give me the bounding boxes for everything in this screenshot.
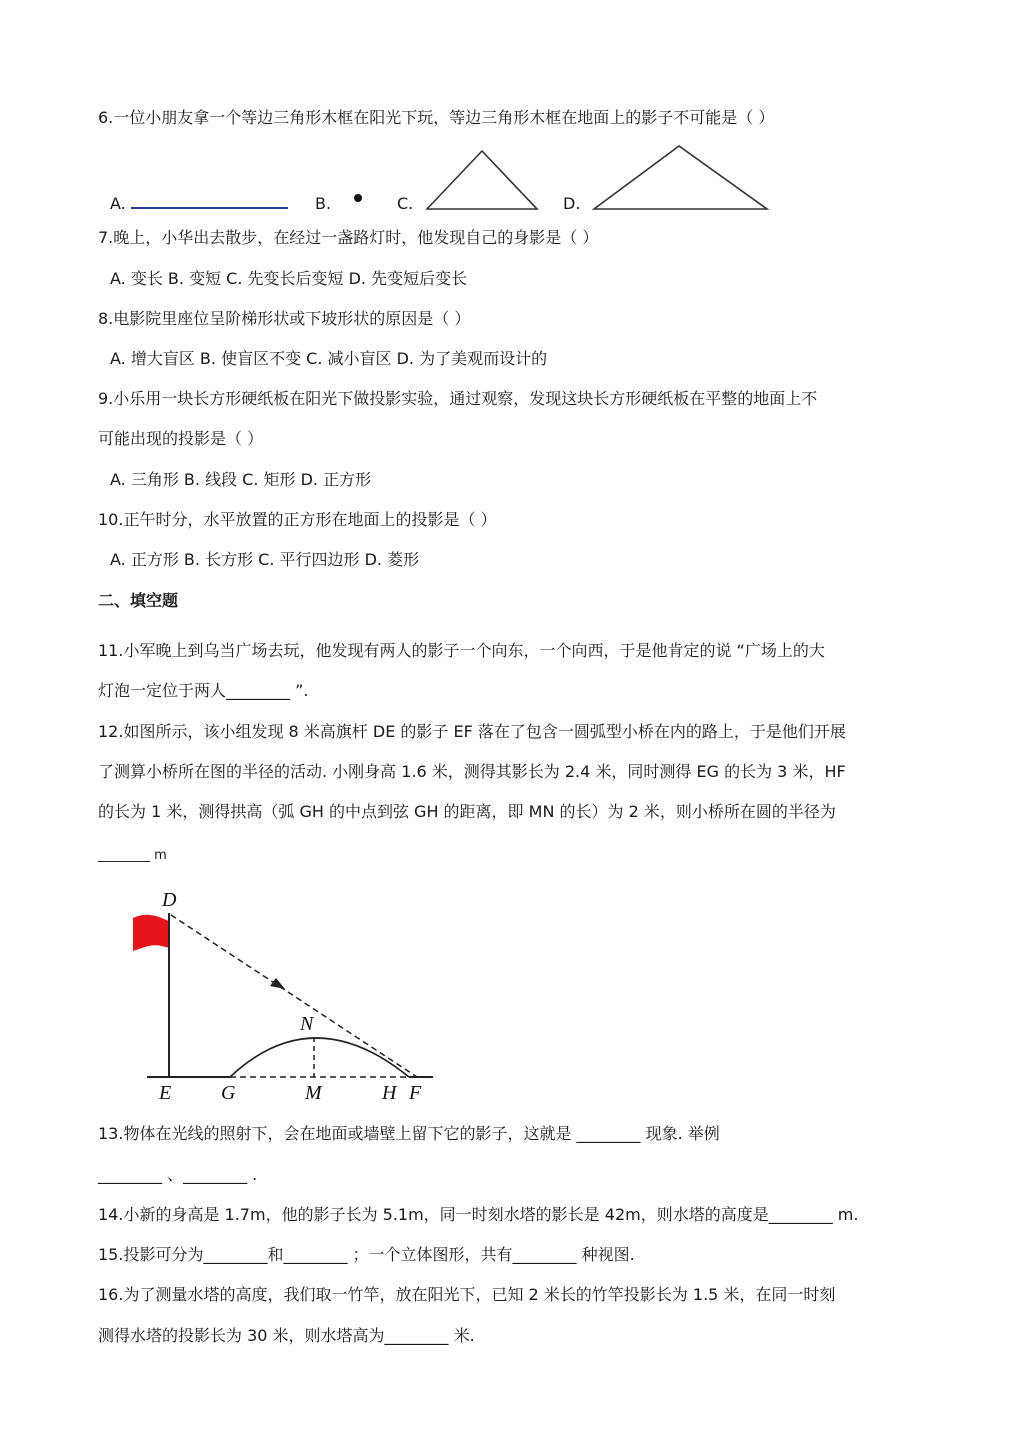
q9-stem-line1: 9.小乐用一块长方形硬纸板在阳光下做投影实验，通过观察，发现这块长方形硬纸板在平整的地面上不 [98, 389, 818, 408]
q6-option-b-dot-figure [350, 190, 366, 206]
q6-stem: 6.一位小朋友拿一个等边三角形木框在阳光下玩，等边三角形木框在地面上的影子不可能是（ ） [98, 108, 775, 127]
red-flag-shape [133, 915, 169, 951]
q13-line2: ________ 、________ . [98, 1165, 258, 1184]
q12-flagpole-bridge-figure [125, 885, 445, 1110]
q11-line1: 11.小军晚上到乌当广场去玩，他发现有两人的影子一个向东，一个向西，于是他肯定的说 “广场上的大 [98, 641, 825, 660]
q6-option-d-label: D. [563, 194, 581, 213]
q10-options: A. 正方形 B. 长方形 C. 平行四边形 D. 菱形 [110, 550, 420, 569]
q12-line3: 的长为 1 米，测得拱高（弧 GH 的中点到弦 GH 的距离，即 MN 的长）为 2 米，则小桥所在圆的半径为 [98, 802, 836, 821]
sun-ray-df-dashed [171, 915, 417, 1077]
label-g: G [221, 1082, 236, 1104]
q6-option-a-label: A. [110, 194, 126, 213]
section-title-fill-in: 二、填空题 [98, 591, 179, 610]
q8-options: A. 增大盲区 B. 使盲区不变 C. 减小盲区 D. 为了美观而设计的 [110, 349, 548, 368]
q6-option-a-line-figure [130, 200, 290, 212]
q13-line1: 13.物体在光线的照射下，会在地面或墙壁上留下它的影子，这就是 ________ 现象. 举例 [98, 1124, 720, 1143]
q8-stem: 8.电影院里座位呈阶梯形状或下坡形状的原因是（ ） [98, 309, 471, 328]
q7-options: A. 变长 B. 变短 C. 先变长后变短 D. 先变短后变长 [110, 269, 468, 288]
q6-option-c-triangle-figure [425, 148, 540, 212]
bridge-arc-gnh [230, 1038, 409, 1077]
ray-arrowhead [270, 978, 285, 989]
q12-line4: ________ m [98, 848, 167, 863]
q14-line1: 14.小新的身高是 1.7m，他的影子长为 5.1m，同一时刻水塔的影长是 42m，则水塔的高度是________ m. [98, 1205, 859, 1224]
q16-line2: 测得水塔的投影长为 30 米，则水塔高为________ 米. [98, 1326, 475, 1345]
q15-line1: 15.投影可分为________和________ ；一个立体图形，共有________ 种视图. [98, 1245, 635, 1264]
q16-line1: 16.为了测量水塔的高度，我们取一竹竿，放在阳光下，已知 2 米长的竹竿投影长为 1.5 米，在同一时刻 [98, 1285, 836, 1304]
q6-option-d-triangle-figure [592, 143, 770, 212]
q12-line1: 12.如图所示，该小组发现 8 米高旗杆 DE 的影子 EF 落在了包含一圆弧型小桥在内的路上，于是他们开展 [98, 722, 846, 741]
q6-option-b-label: B. [315, 194, 332, 213]
label-h: H [382, 1082, 397, 1104]
label-e: E [159, 1082, 172, 1104]
label-n: N [300, 1013, 314, 1035]
q9-options: A. 三角形 B. 线段 C. 矩形 D. 正方形 [110, 470, 372, 489]
label-f: F [409, 1082, 422, 1104]
q6-option-c-label: C. [397, 194, 414, 213]
q9-stem-line2: 可能出现的投影是（ ） [98, 429, 264, 448]
label-d: D [162, 889, 177, 911]
q7-stem: 7.晚上，小华出去散步，在经过一盏路灯时，他发现自己的身影是（ ） [98, 228, 599, 247]
label-m: M [305, 1082, 322, 1104]
q10-stem: 10.正午时分，水平放置的正方形在地面上的投影是（ ） [98, 510, 497, 529]
q11-line2: 灯泡一定位于两人________ ”. [98, 681, 309, 700]
q12-line2: 了测算小桥所在图的半径的活动. 小刚身高 1.6 米，测得其影长为 2.4 米，同时测得 EG 的长为 3 米，HF [98, 762, 846, 781]
